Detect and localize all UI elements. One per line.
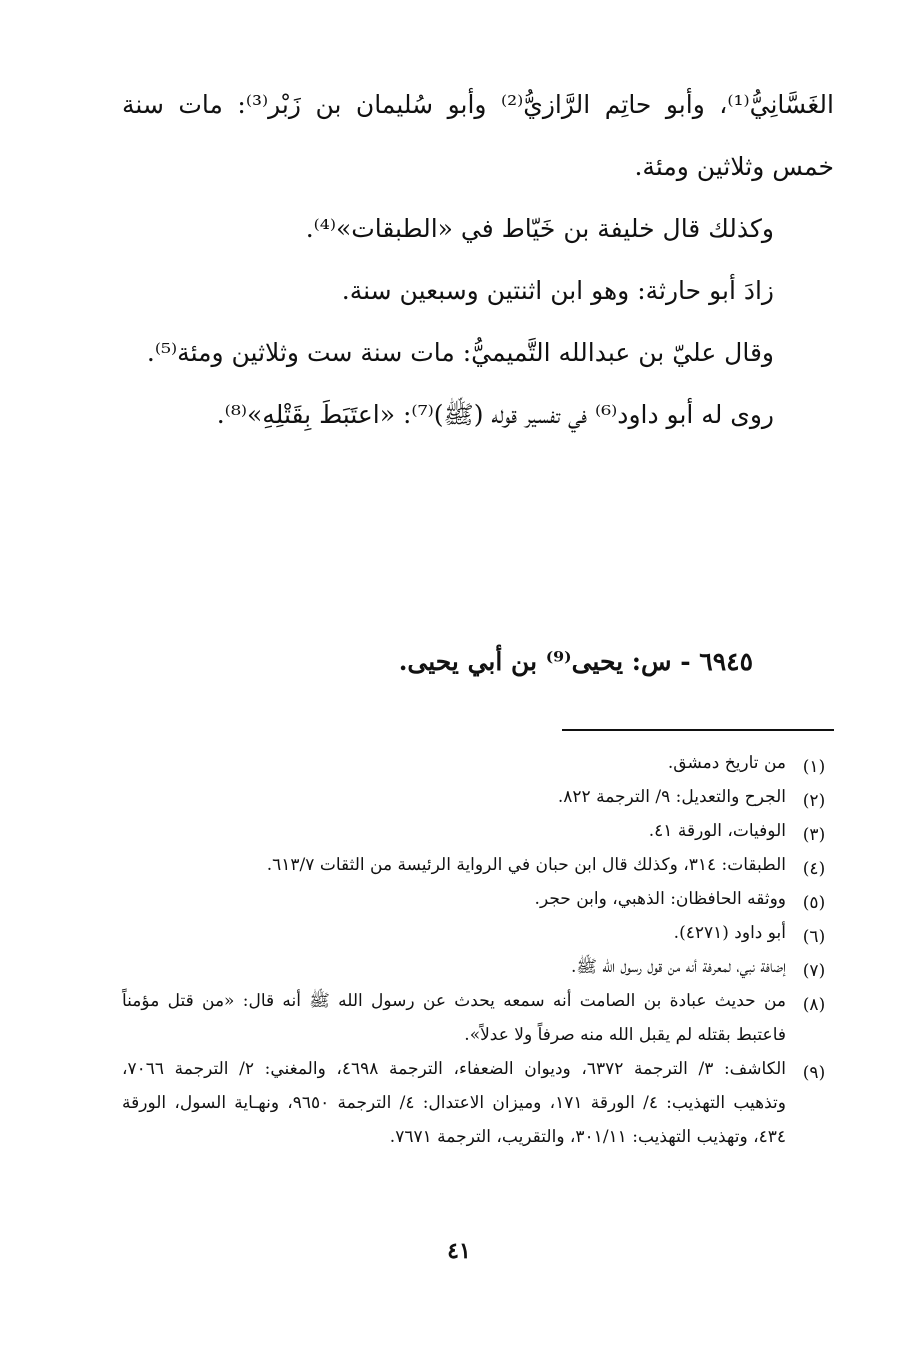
paragraph-2: وكذلك قال خليفة بن خَيّاط في «الطبقات»⁽⁴⁾. (305, 214, 774, 243)
footnote-2 (122, 780, 834, 814)
paragraph-3: زادَ أبو حارثة: وهو ابن اثنتين وسبعين سنة. (341, 276, 774, 305)
footnote-text: ووثقه الحافظان: الذهبي، وابن حجر. (534, 889, 786, 909)
footnote-7 (122, 950, 834, 984)
footnote-number: (٧) (802, 961, 826, 981)
footnote-text: الكاشف: ٣/ الترجمة ٦٣٧٢، وديوان الضعفاء، الترجمة ٤٦٩٨، والمغني: ٢/ الترجمة ٧٠٦٦، وتذهيب التهذيب: ٤/ الورقة ١٧١، وميزان الاعتدال: ٤/ الترجمة ٩٦٥٠، ونهـاية السول، الورقة ٤٣٤، وتهذيب التهذيب: ٣٠١/١١، والتقريب، الترجمة ٧٦٧١. (122, 1059, 786, 1147)
footnote-number: (٣) (802, 825, 826, 845)
footnote-4 (122, 848, 834, 882)
footnote-text: الوفيات، الورقة ٤١. (648, 821, 786, 841)
footnote-text: الطبقات: ٣١٤، وكذلك قال ابن حبان في الرواية الرئيسة من الثقات ٦١٣/٧. (266, 855, 786, 875)
footnote-number: (٢) (802, 791, 826, 811)
paragraph-1: الغَسَّانِيُّ⁽¹⁾، وأبو حاتِم الرَّازيُّ⁽²⁾ وأبو سُليمان بن زَبْر⁽³⁾: مات سنة خمس وثلاثين ومئة. (122, 90, 834, 181)
footnote-text: من تاريخ دمشق. (667, 753, 786, 773)
footnote-6 (122, 916, 834, 950)
footnote-9 (122, 1052, 834, 1154)
footnote-number: (٨) (802, 995, 826, 1015)
paragraph-4: وقال عليّ بن عبدالله التَّميميُّ: مات سنة ست وثلاثين ومئة⁽⁵⁾. (146, 338, 774, 367)
entry-heading: ٦٩٤٥ - س: يحيى⁽⁹⁾ بن أبي يحيى. (398, 647, 753, 676)
footnote-text: من حديث عبادة بن الصامت أنه سمعه يحدث عن رسول الله ﷺ أنه قال: «من قتل مؤمناً فاعتبط بقتله لم يقبل الله منه صرفاً ولا عدلاً». (122, 991, 786, 1045)
footnote-number: (٥) (802, 893, 826, 913)
footnote-number: (٩) (802, 1063, 826, 1083)
footnotes (122, 746, 834, 1154)
footnote-3 (122, 814, 834, 848)
footnote-text: الجرح والتعديل: ٩/ الترجمة ٨٢٢. (557, 787, 786, 807)
footnote-5 (122, 882, 834, 916)
footnote-divider (562, 729, 834, 731)
footnote-number: (٤) (802, 859, 826, 879)
main-text (122, 74, 834, 446)
footnote-1 (122, 746, 834, 780)
footnote-number: (٦) (802, 927, 826, 947)
page-number: ٤١ (447, 1238, 471, 1264)
footnote-text: إضافة نبي، لمعرفة أنه من قول رسول الله ﷺ. (570, 957, 786, 977)
footnote-text: أبو داود (٤٢٧١). (673, 923, 786, 943)
paragraph-5: روى له أبو داود⁽⁶⁾ في تفسير قوله (ﷺ)⁽⁷⁾: «اعتَبَطَ بِقَتْلِهِ»⁽⁸⁾. (216, 400, 774, 429)
footnote-number: (١) (802, 757, 826, 777)
footnote-8 (122, 984, 834, 1052)
